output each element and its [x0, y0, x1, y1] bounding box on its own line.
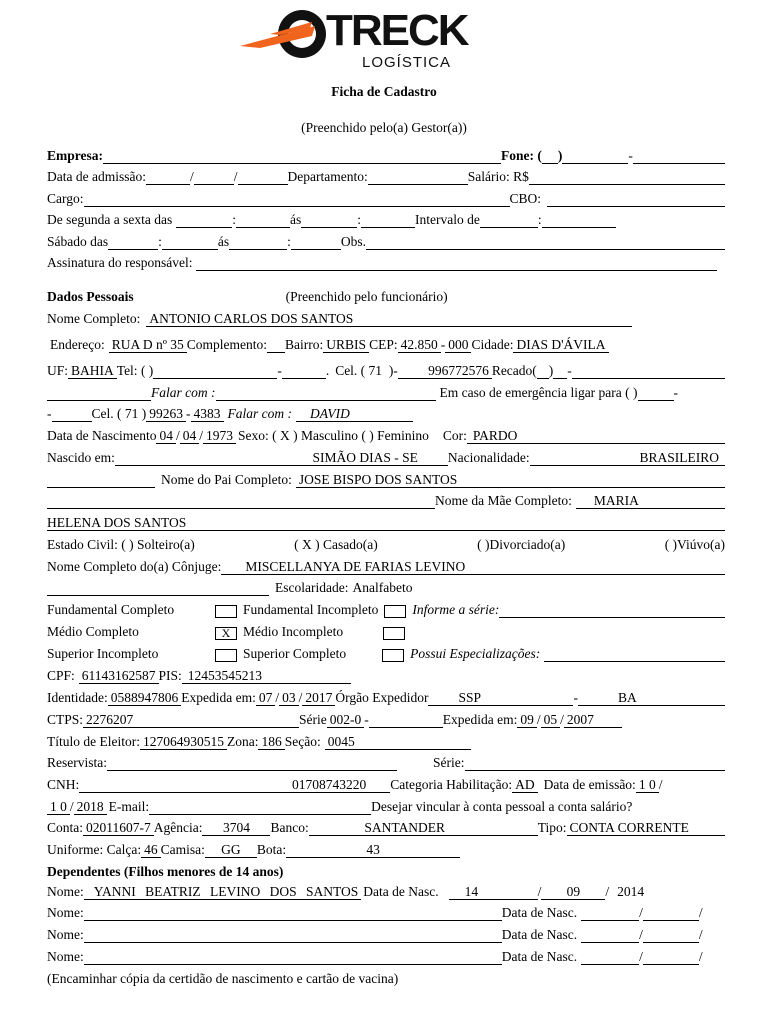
mae-value-b[interactable]: HELENA DOS SANTOS — [47, 515, 725, 531]
cbo-field[interactable] — [547, 191, 725, 207]
fone-label: Fone: ( — [501, 148, 542, 163]
sabado-fim-m[interactable] — [291, 234, 341, 250]
dep2-dia-field[interactable] — [581, 905, 639, 921]
ctps-exp-label: Expedida em: — [442, 712, 518, 727]
pai-value[interactable]: JOSE BISPO DOS SANTOS — [296, 472, 725, 488]
nascido-value[interactable]: SIMÃO DIAS - SE — [115, 450, 448, 466]
dep1-nasc-label: Data de Nasc. — [363, 884, 439, 899]
categoria-value[interactable]: AD — [512, 777, 538, 793]
medio-incompleto-checkbox[interactable] — [383, 627, 405, 640]
pis-label: PIS: — [158, 668, 182, 683]
orgao-label: Órgão Expedidor — [335, 690, 429, 705]
fund-incompleto-label: Fundamental Incompleto — [243, 602, 379, 617]
cel2-prefix-field[interactable] — [52, 406, 92, 422]
assinatura-field[interactable] — [196, 255, 717, 271]
assinatura-label: Assinatura do responsável: — [47, 255, 193, 270]
row-footer — [47, 969, 725, 987]
tipo-label: Tipo: — [537, 820, 567, 835]
row-medio — [47, 622, 725, 640]
ctps-value[interactable]: 2276207 — [83, 712, 299, 728]
uf-label: UF: — [47, 363, 69, 378]
fone-ddd-field[interactable] — [542, 148, 558, 164]
ctps-mes[interactable]: 05 — [541, 712, 561, 728]
row-nascimento: Data de Nascimento 04 / 04 / 1973 Sexo: ( X ) Masculino ( ) Feminino Cor: PARDO — [47, 426, 725, 444]
dep2-nasc-label: Data de Nasc. — [501, 905, 578, 920]
emissao-dia[interactable]: 1 0 — [636, 777, 659, 793]
conjuge-label: Nome Completo do(a) Cônjuge: — [47, 559, 222, 574]
cbo-label: CBO: — [509, 191, 542, 206]
medio-completo-checkbox[interactable]: X — [215, 627, 237, 640]
cargo-field[interactable] — [84, 191, 510, 207]
especializacoes-label: Possui Especializações: — [410, 646, 541, 661]
bota-value[interactable]: 43 — [286, 842, 460, 858]
sup-incompleto-label: Superior Incompleto — [47, 646, 159, 661]
logo-brand: TRECK — [326, 6, 468, 55]
intervalo-m[interactable] — [542, 212, 616, 228]
fund-incompleto-checkbox[interactable] — [384, 605, 406, 618]
tel-field-b[interactable] — [282, 363, 326, 379]
dep1-dia[interactable]: 14 — [449, 884, 538, 900]
row-dependente-1: Nome: YANNI BEATRIZ LEVINO DOS SANTOS Data de Nasc. 14 / 09 / 2014 — [47, 884, 645, 899]
bairro-value[interactable]: URBIS — [323, 337, 369, 353]
titulo-value[interactable]: 127064930515 — [140, 734, 227, 750]
ctps-label: CTPS: — [47, 712, 84, 727]
segunda-inicio-h[interactable] — [176, 212, 232, 228]
falar-field[interactable] — [216, 385, 436, 401]
cor-value[interactable]: PARDO — [467, 428, 725, 444]
sabado-label: Sábado das — [47, 234, 109, 249]
exp-ano[interactable]: 2017 — [302, 690, 335, 706]
row-empresa: Empresa: Fone: ( ) - — [47, 146, 725, 164]
ctps-dia[interactable]: 09 — [517, 712, 537, 728]
fund-completo-checkbox[interactable] — [215, 605, 237, 618]
treck-logo-mark-icon — [240, 4, 340, 64]
row-cel2: - Cel. ( 71 ) 99263 - 4383 Falar com : DAVID — [47, 404, 725, 422]
dependentes-footer: (Encaminhar cópia da certidão de nascimento e cartão de vacina) — [47, 971, 399, 986]
nacionalidade-label: Nacionalidade: — [447, 450, 530, 465]
agencia-label: Agência: — [153, 820, 203, 835]
admissao-label: Data de admissão: — [47, 169, 146, 184]
row-ctps: CTPS: 2276207 Série 002-0 - Expedida em: 09 / 05 / 2007 — [47, 710, 725, 728]
identidade-value[interactable]: 0588947806 — [108, 690, 182, 706]
dep1-ano[interactable]: 2014 — [617, 884, 645, 899]
dep3-nome-field[interactable] — [84, 927, 502, 943]
segunda-as-label: ás — [289, 212, 302, 227]
cnh-label: CNH: — [47, 777, 80, 792]
medio-incompleto-label: Médio Incompleto — [243, 624, 344, 639]
serie-value[interactable]: 002-0 — [327, 712, 365, 728]
nasc-ano[interactable]: 1973 — [203, 428, 236, 444]
cel-label: Cel. ( 71 — [335, 363, 383, 378]
identidade-label: Identidade: — [47, 690, 108, 705]
intervalo-label: Intervalo de — [415, 212, 480, 227]
pai-label: Nome do Pai Completo: — [161, 472, 292, 487]
row-conjuge — [47, 557, 725, 575]
cpf-label: CPF: — [47, 668, 75, 683]
serie-field[interactable] — [369, 712, 443, 728]
email-field[interactable] — [149, 799, 371, 815]
serie-label: Série — [299, 712, 327, 727]
falar-prefix-field[interactable] — [47, 385, 151, 401]
emissao-ano[interactable]: 2018 — [74, 799, 107, 815]
form-title: Ficha de Cadastro — [331, 84, 437, 99]
admissao-ano-field[interactable] — [238, 169, 288, 185]
falar2-label: Falar com : — [227, 406, 292, 421]
uf-value[interactable]: BAHIA — [68, 363, 117, 379]
exp-dia[interactable]: 07 — [256, 690, 276, 706]
cep-label: CEP: — [369, 337, 398, 352]
cep-value-a[interactable]: 42.850 — [398, 337, 441, 353]
row-uniforme — [47, 840, 725, 858]
dados-pessoais-note: (Preenchido pelo funcionário) — [285, 289, 448, 304]
cep-value-b[interactable]: 000 — [445, 337, 471, 353]
dep2-nome-field[interactable] — [84, 905, 502, 921]
row-fundamental — [47, 600, 725, 618]
escolaridade-label: Escolaridade: — [275, 580, 349, 595]
email-label: E-mail: — [108, 799, 150, 814]
sabado-inicio-m[interactable] — [162, 234, 218, 250]
nasc-dia[interactable]: 04 — [156, 428, 176, 444]
row-cnh: CNH: 01708743220 Categoria Habilitação: AD Data de emissão: 1 0 / — [47, 777, 663, 792]
escolaridade-prefix-field[interactable] — [47, 580, 269, 596]
dep4-mes-field[interactable] — [643, 949, 699, 965]
dep2-mes-field[interactable] — [643, 905, 699, 921]
salario-field[interactable] — [529, 169, 725, 185]
row-assinatura — [47, 253, 725, 271]
emissao-label: Data de emissão: — [543, 777, 636, 792]
row-conta — [47, 818, 725, 836]
expedida-label: Expedida em: — [181, 690, 256, 705]
row-dependentes-heading — [47, 862, 725, 880]
emissao-mes[interactable]: 1 0 — [47, 799, 70, 815]
dep1-nome-label: Nome: — [47, 884, 84, 899]
cidade-value[interactable]: DIAS D'ÁVILA — [513, 337, 608, 353]
contato-value[interactable]: DAVID — [296, 406, 413, 422]
row-sabado: Sábado das : ás : Obs. — [47, 232, 725, 250]
recado-field-a[interactable] — [553, 363, 567, 379]
dep3-nome-label: Nome: — [47, 927, 84, 942]
row-segunda: De segunda a sexta das : ás : Intervalo de : — [47, 210, 725, 228]
ctps-ano[interactable]: 2007 — [564, 712, 622, 728]
tipo-value[interactable]: CONTA CORRENTE — [567, 820, 725, 836]
sup-completo-label: Superior Completo — [243, 646, 347, 661]
casado-option[interactable]: ( X ) Casado(a) — [294, 537, 378, 552]
pis-value[interactable]: 12453545213 — [182, 668, 351, 684]
complemento-label: Complemento: — [186, 337, 268, 352]
dep4-dia-field[interactable] — [581, 949, 639, 965]
zona-value[interactable]: 186 — [258, 734, 284, 750]
sabado-as-label: ás — [217, 234, 230, 249]
complemento-field[interactable] — [267, 337, 285, 353]
nome-label: Nome Completo: — [47, 311, 141, 326]
row-estado-civil — [47, 535, 725, 553]
tel-field-a[interactable] — [153, 363, 277, 379]
recado-field-b[interactable] — [572, 363, 725, 379]
sexo-label[interactable]: Sexo: ( X ) Masculino ( ) Feminino — [238, 428, 429, 443]
cor-label: Cor: — [442, 428, 467, 443]
escolaridade-value: Analfabeto — [352, 580, 413, 595]
row-nome — [47, 309, 725, 327]
endereco-label: Endereço: — [50, 337, 105, 352]
row-escolaridade — [47, 578, 725, 596]
obs-field[interactable] — [366, 234, 725, 250]
treck-logo — [240, 4, 490, 72]
cargo-label: Cargo: — [47, 191, 84, 206]
secao-label: Seção: — [284, 734, 321, 749]
camisa-label: Camisa: — [160, 842, 205, 857]
cnh-value[interactable]: 01708743220 — [79, 777, 390, 793]
row-dados-pessoais — [47, 287, 725, 305]
nacionalidade-value[interactable]: BRASILEIRO — [530, 450, 725, 466]
cidade-label: Cidade: — [471, 337, 514, 352]
banco-label: Banco: — [270, 820, 309, 835]
dep3-dia-field[interactable] — [581, 927, 639, 943]
informe-serie-field[interactable] — [499, 602, 725, 618]
nasc-label: Data de Nascimento — [47, 428, 157, 443]
mae-prefix-field[interactable] — [47, 493, 435, 509]
salario-label: Salário: R$ — [467, 169, 529, 184]
reservista-label: Reservista: — [47, 755, 107, 770]
dep1-mes[interactable]: 09 — [541, 884, 605, 900]
nascido-label: Nascido em: — [47, 450, 115, 465]
recado-ddd[interactable] — [537, 363, 549, 379]
nome-value[interactable]: ANTONIO CARLOS DOS SANTOS — [146, 311, 632, 327]
row-identidade: Identidade: 0588947806 Expedida em: 07 / 03 / 2017 Órgão Expedidor SSP - BA — [47, 688, 725, 706]
admissao-dia-field[interactable] — [146, 169, 190, 185]
mae-value-a[interactable]: MARIA — [576, 493, 725, 509]
exp-mes[interactable]: 03 — [279, 690, 299, 706]
zona-label: Zona: — [226, 734, 259, 749]
row-mae-cont — [47, 513, 725, 531]
segunda-label: De segunda a sexta das — [47, 212, 173, 227]
row-cargo — [47, 189, 725, 207]
medio-completo-label: Médio Completo — [47, 624, 139, 639]
form-subtitle: (Preenchido pelo(a) Gestor(a)) — [301, 120, 467, 135]
fone-field-a[interactable] — [562, 148, 628, 164]
endereco-value[interactable]: RUA D nº 35 — [109, 337, 187, 353]
informe-serie-label: Informe a série: — [412, 602, 500, 617]
conta-label: Conta: — [47, 820, 83, 835]
sup-completo-checkbox[interactable] — [382, 649, 404, 662]
empresa-label: Empresa: — [47, 148, 103, 163]
estado-label: Estado Civil: — [47, 537, 118, 552]
fund-completo-label: Fundamental Completo — [47, 602, 175, 617]
admissao-mes-field[interactable] — [194, 169, 234, 185]
dep3-nasc-label: Data de Nasc. — [501, 927, 578, 942]
sabado-fim-h[interactable] — [229, 234, 287, 250]
dep4-nasc-label: Data de Nasc. — [501, 949, 578, 964]
pai-prefix-field[interactable] — [47, 472, 155, 488]
categoria-label: Categoria Habilitação: — [390, 777, 513, 792]
orgao-value[interactable]: SSP — [428, 690, 573, 706]
serie2-field[interactable] — [465, 755, 726, 771]
solteiro-option[interactable]: ( ) Solteiro(a) — [121, 537, 195, 552]
recado-label: Recado( — [491, 363, 537, 378]
fone-field-b[interactable] — [633, 148, 725, 164]
conta-value[interactable]: 02011607-7 — [83, 820, 154, 836]
falar-label: Falar com : — [151, 385, 216, 400]
emergencia-label: Em caso de emergência ligar para ( — [439, 385, 630, 400]
cel2-value-b[interactable]: 4383 — [191, 406, 224, 422]
viuvo-option[interactable]: ( )Viúvo(a) — [664, 537, 725, 552]
row-uf: UF: BAHIA Tel: ( ) - . Cel. ( 71 )- 996772576 Recado( ) - — [47, 361, 725, 379]
empresa-field[interactable] — [103, 148, 501, 164]
segunda-fim-h[interactable] — [301, 212, 357, 228]
dep4-nome-label: Nome: — [47, 949, 84, 964]
row-falar: Falar com : Em caso de emergência ligar para ( ) - — [47, 383, 725, 401]
row-pai — [47, 470, 725, 488]
row-email: 1 0 / 2018 E-mail: Desejar vincular à conta pessoal a conta salário? — [47, 797, 725, 815]
row-reservista — [47, 753, 725, 771]
segunda-inicio-m[interactable] — [236, 212, 290, 228]
bota-label: Bota: — [256, 842, 287, 857]
bairro-label: Bairro: — [285, 337, 324, 352]
dependentes-heading: Dependentes (Filhos menores de 14 anos) — [47, 864, 284, 879]
logo-sub: LOGÍSTICA — [362, 54, 452, 71]
titulo-label: Título de Eleitor: — [47, 734, 140, 749]
obs-label: Obs. — [340, 234, 367, 249]
uniforme-label: Uniforme: Calça: — [47, 842, 142, 857]
dep1-nome-value[interactable]: YANNI BEATRIZ LEVINO DOS SANTOS — [84, 884, 362, 900]
departamento-label: Departamento: — [287, 169, 368, 184]
nasc-mes[interactable]: 04 — [180, 428, 200, 444]
camisa-value[interactable]: GG — [205, 842, 257, 858]
especializacoes-field[interactable] — [544, 646, 725, 662]
departamento-field[interactable] — [368, 169, 468, 185]
serie2-label: Série: — [433, 755, 465, 770]
emergencia-field[interactable] — [638, 385, 674, 401]
secao-value[interactable]: 0045 — [325, 734, 471, 750]
row-superior — [47, 644, 725, 662]
vincular-label: Desejar vincular à conta pessoal a conta salário? — [371, 799, 633, 814]
conjuge-value[interactable]: MISCELLANYA DE FARIAS LEVINO — [221, 559, 725, 575]
row-dependente-4: Nome: Data de Nasc. / / — [47, 949, 703, 964]
row-nascido — [47, 448, 725, 466]
banco-value[interactable]: SANTANDER — [309, 820, 538, 836]
segunda-fim-m[interactable] — [361, 212, 415, 228]
row-mae — [47, 491, 725, 509]
row-admissao: Data de admissão: / / Departamento: Salário: R$ — [47, 167, 725, 185]
dep3-mes-field[interactable] — [643, 927, 699, 943]
cpf-value[interactable]: 61143162587 — [79, 668, 159, 684]
cel2-label: Cel. ( 71 ) — [91, 406, 147, 421]
dep2-nome-label: Nome: — [47, 905, 84, 920]
row-dependente-2: Nome: Data de Nasc. / / — [47, 905, 703, 920]
cel-value[interactable]: 996772576 — [398, 363, 492, 379]
calca-value[interactable]: 46 — [141, 842, 161, 858]
divorciado-option[interactable]: ( )Divorciado(a) — [477, 537, 566, 552]
orgao-uf-value[interactable]: BA — [578, 690, 725, 706]
dados-pessoais-heading: Dados Pessoais — [47, 289, 134, 304]
row-endereco: Endereço: RUA D nº 35 Complemento: Bairro: URBIS CEP: 42.850 - 000 Cidade: DIAS D'ÁVILA — [50, 335, 728, 353]
row-dependente-3: Nome: Data de Nasc. / / — [47, 927, 703, 942]
mae-label: Nome da Mãe Completo: — [435, 493, 572, 508]
reservista-field[interactable] — [107, 755, 397, 771]
row-cpf — [47, 666, 725, 684]
tel-label: Tel: ( ) — [116, 363, 154, 378]
row-titulo — [47, 732, 725, 750]
cel2-value-a[interactable]: 99263 — [146, 406, 186, 422]
dep4-nome-field[interactable] — [84, 949, 502, 965]
sabado-inicio-h[interactable] — [108, 234, 158, 250]
sup-incompleto-checkbox[interactable] — [215, 649, 237, 662]
agencia-value[interactable]: 3704 — [202, 820, 270, 836]
intervalo-h[interactable] — [480, 212, 538, 228]
